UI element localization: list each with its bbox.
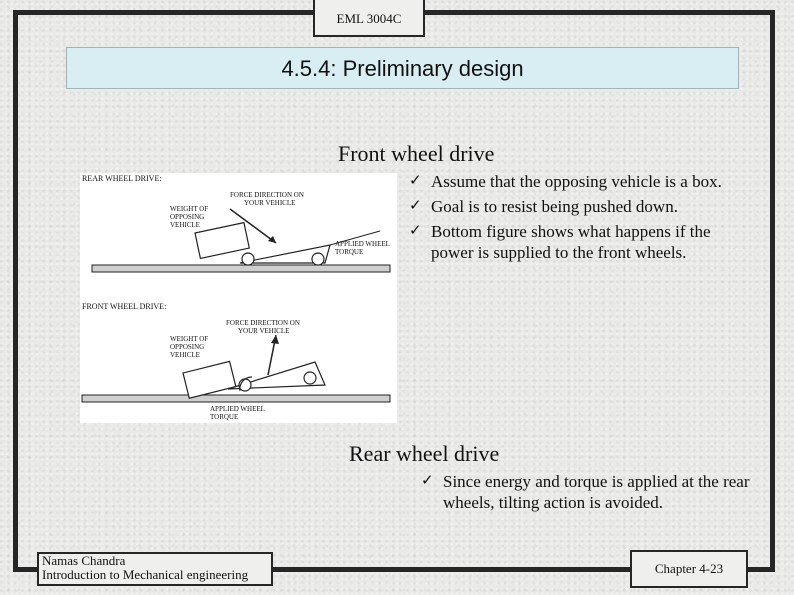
bottom-weight-label-1: WEIGHT OF (170, 335, 209, 343)
front-wheel-heading: Front wheel drive (338, 141, 495, 166)
rear-drive-label: REAR WHEEL DRIVE: (82, 174, 162, 183)
bottom-weight-label-3: VEHICLE (170, 351, 200, 359)
list-item: ✓ Since energy and torque is applied at the rear wheels, tilting action is avoided. (421, 472, 750, 512)
check-mark-icon: ✓ (409, 198, 422, 214)
front-bullet-list (409, 171, 739, 267)
bottom-torque-label-2: TORQUE (210, 413, 239, 421)
list-item: ✓ Goal is to resist being pushed down. (409, 197, 678, 216)
drive-diagram (80, 173, 397, 423)
top-weight-label-2: OPPOSING (170, 213, 205, 221)
list-item: ✓ Bottom figure shows what happens if the power is supplied to the front wheels. (409, 222, 711, 262)
top-torque-label-1: APPLIED WHEEL (335, 240, 390, 248)
top-force-label-1: FORCE DIRECTION ON (230, 191, 304, 199)
bottom-force-label-1: FORCE DIRECTION ON (226, 319, 300, 327)
bottom-rear-wheel (304, 372, 316, 384)
check-mark-icon: ✓ (421, 473, 434, 489)
author-name: Namas Chandra (42, 553, 126, 568)
footer-author-box (37, 552, 273, 586)
bottom-force-label-2: YOUR VEHICLE (238, 327, 290, 335)
rear-bullet-list (421, 471, 751, 517)
top-front-wheel (242, 253, 254, 265)
top-torque-label-2: TORQUE (335, 248, 364, 256)
list-item: ✓ Assume that the opposing vehicle is a box. (409, 172, 722, 191)
bottom-ground (82, 395, 390, 402)
bottom-weight-label-2: OPPOSING (170, 343, 205, 351)
top-ground (92, 265, 390, 272)
course-code: EML 3004C (313, 0, 425, 37)
top-weight-label-3: VEHICLE (170, 221, 200, 229)
check-mark-icon: ✓ (409, 223, 422, 239)
bottom-torque-label-1: APPLIED WHEEL (210, 405, 265, 413)
check-mark-icon: ✓ (409, 173, 422, 189)
top-force-label-2: YOUR VEHICLE (244, 199, 296, 207)
course-name: Introduction to Mechanical engineering (42, 567, 249, 582)
top-rear-wheel (312, 253, 324, 265)
slide-title: 4.5.4: Preliminary design (66, 47, 739, 89)
bottom-opposing-box (183, 361, 236, 398)
front-drive-label: FRONT WHEEL DRIVE: (82, 302, 167, 311)
top-opposing-box (195, 223, 249, 259)
rear-wheel-heading: Rear wheel drive (349, 441, 500, 466)
top-weight-label-1: WEIGHT OF (170, 205, 209, 213)
page-number: Chapter 4-23 (630, 550, 748, 588)
